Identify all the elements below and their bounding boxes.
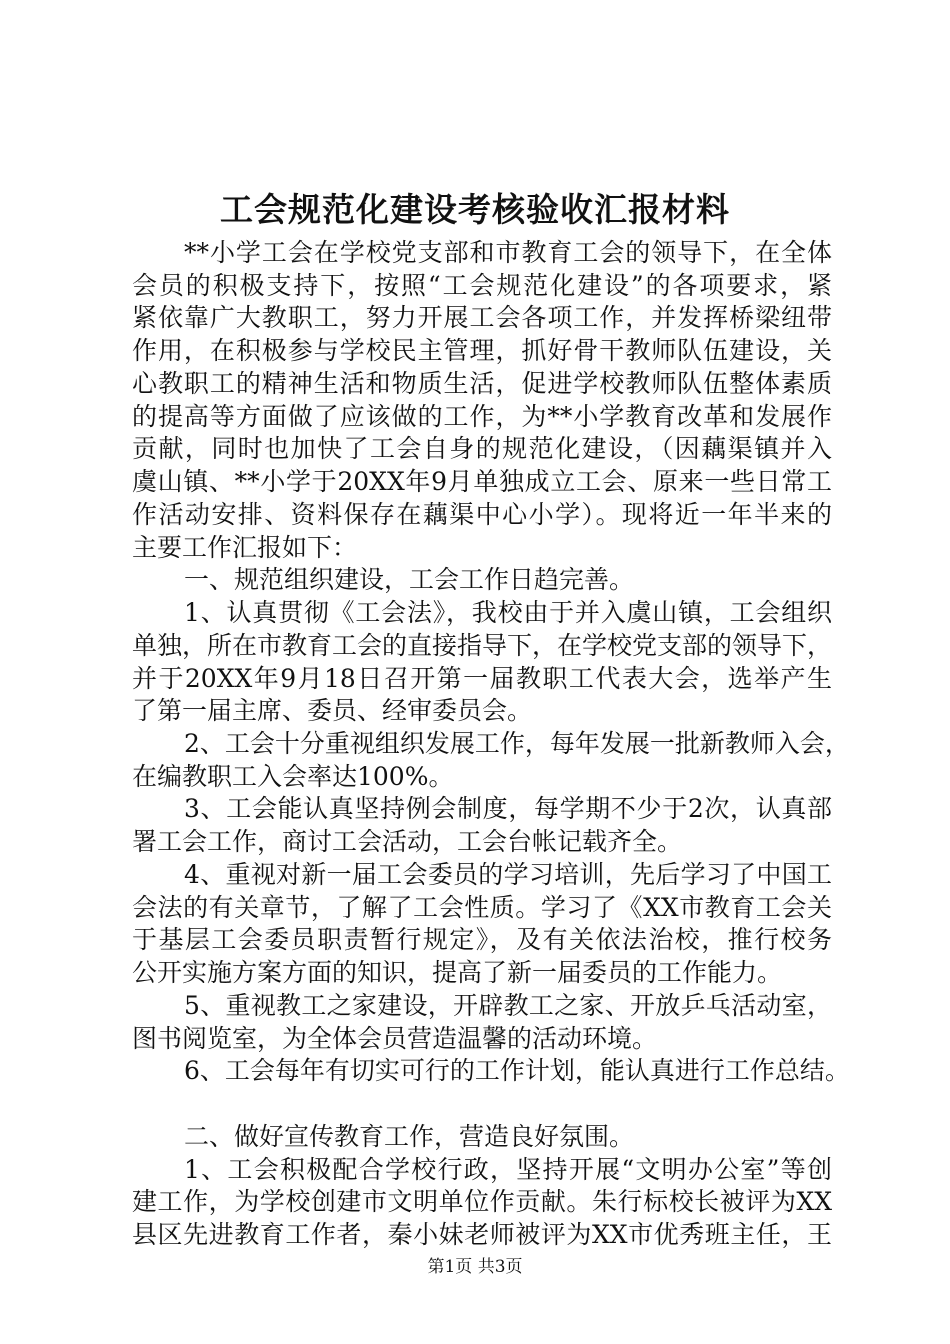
body-line: 公开实施方案方面的知识，提高了新一届委员的工作能力。 [132, 958, 783, 987]
body-line: 了第一届主席、委员、经审委员会。 [132, 696, 533, 725]
body-line: 县区先进教育工作者，秦小妹老师被评为XX市优秀班主任，王 [132, 1220, 832, 1249]
body-line: 作活动安排、资料保存在藕渠中心小学）。现将近一年半来的 [132, 500, 832, 529]
body-line: 于基层工会委员职责暂行规定》，及有关依法治校，推行校务 [132, 925, 832, 954]
body-line: 并于20XX年9月18日召开第一届教职工代表大会，选举产生 [132, 664, 832, 693]
body-line: 作用，在积极参与学校民主管理，抓好骨干教师队伍建设，关 [132, 336, 832, 365]
body-line: 心教职工的精神生活和物质生活，促进学校教师队伍整体素质 [132, 369, 832, 398]
section-heading: 二、做好宣传教育工作，营造良好氛围。 [184, 1122, 635, 1151]
body-line: 的提高等方面做了应该做的工作，为**小学教育改革和发展作 [132, 402, 832, 431]
body-line: 2、工会十分重视组织发展工作，每年发展一批新教师入会， [184, 729, 850, 758]
body-line: 4、重视对新一届工会委员的学习培训，先后学习了中国工 [184, 860, 832, 889]
section-heading: 一、规范组织建设，工会工作日趋完善。 [184, 565, 635, 594]
body-line: 1、工会积极配合学校行政，坚持开展“文明办公室”等创 [184, 1155, 832, 1184]
body-line: 会员的积极支持下，按照“工会规范化建设”的各项要求，紧 [132, 271, 832, 300]
body-line: **小学工会在学校党支部和市教育工会的领导下，在全体 [184, 238, 832, 267]
body-line: 紧依靠广大教职工，努力开展工会各项工作，并发挥桥梁纽带 [132, 303, 832, 332]
body-line: 会法的有关章节，了解了工会性质。学习了《XX市教育工会关 [132, 893, 832, 922]
body-line: 单独，所在市教育工会的直接指导下，在学校党支部的领导下， [132, 631, 833, 660]
body-line: 建工作，为学校创建市文明单位作贡献。朱行标校长被评为XX [132, 1187, 832, 1216]
body-line: 署工会工作，商讨工会活动，工会台帐记载齐全。 [132, 827, 683, 856]
body-line: 5、重视教工之家建设，开辟教工之家、开放乒乓活动室， [184, 991, 832, 1020]
body-line: 1、认真贯彻《工会法》，我校由于并入虞山镇，工会组织 [184, 598, 832, 627]
page-footer: 第1页 共3页 [427, 1257, 523, 1277]
body-line: 6、工会每年有切实可行的工作计划，能认真进行工作总结。 [184, 1056, 850, 1085]
body-line: 虞山镇、**小学于20XX年9月单独成立工会、原来一些日常工 [132, 467, 832, 496]
body-line: 图书阅览室，为全体会员营造温馨的活动环境。 [132, 1024, 658, 1053]
body-line: 在编教职工入会率达100%。 [132, 762, 454, 791]
body-line: 3、工会能认真坚持例会制度，每学期不少于2次，认真部 [184, 794, 832, 823]
document-title: 工会规范化建设考核验收汇报材料 [220, 190, 730, 229]
body-line: 主要工作汇报如下： [132, 533, 358, 562]
body-line: 贡献，同时也加快了工会自身的规范化建设，（因藕渠镇并入 [132, 434, 832, 463]
